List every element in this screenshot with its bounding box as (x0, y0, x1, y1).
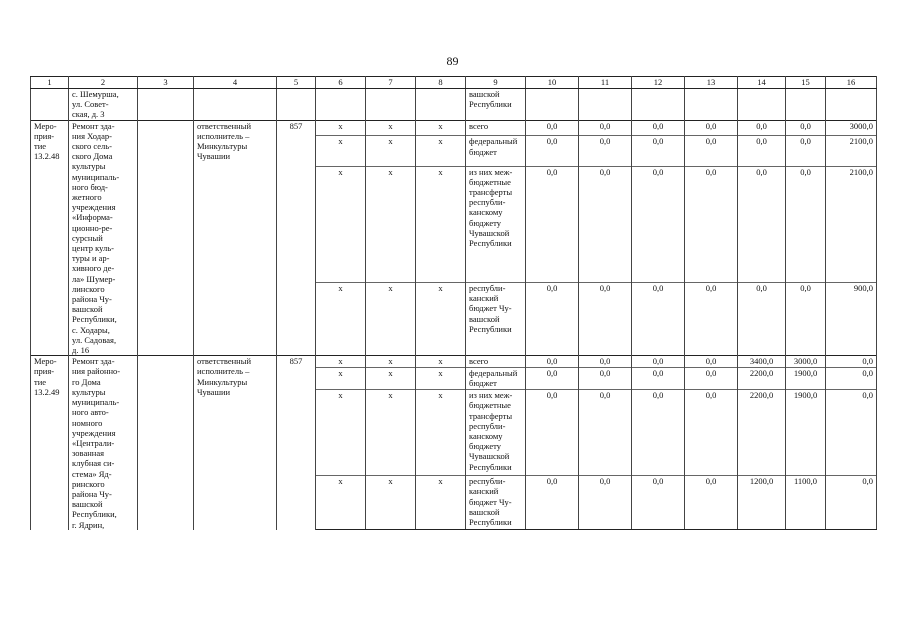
funding-source: федеральный бюджет (466, 367, 526, 389)
carry-funding-source: вашской Республики (466, 89, 526, 121)
cell-col8: х (416, 356, 466, 368)
column-header: 10 (526, 77, 579, 89)
value-cell: 3400,0 (738, 356, 786, 368)
value-cell: 0,0 (632, 356, 685, 368)
funding-source: республи- канский бюджет Чу- вашской Республики (466, 282, 526, 355)
value-cell: 0,0 (786, 166, 826, 282)
value-cell: 0,0 (738, 282, 786, 355)
column-header: 7 (366, 77, 416, 89)
value-cell: 0,0 (685, 476, 738, 530)
column-header: 6 (316, 77, 366, 89)
cell-col7: х (366, 356, 416, 368)
column-number-header (31, 77, 877, 89)
executor: ответственный исполнитель – Минкультуры Чувашии (194, 356, 277, 530)
cell-col7: х (366, 282, 416, 355)
cell-col7: х (366, 476, 416, 530)
measure-label: Меро- прия- тие 13.2.49 (31, 356, 69, 530)
column-header: 8 (416, 77, 466, 89)
value-cell: 1900,0 (786, 390, 826, 476)
column-header: 1 (31, 77, 69, 89)
cell-col7: х (366, 390, 416, 476)
group-rows (31, 120, 877, 530)
value-cell: 0,0 (526, 367, 579, 389)
cell-col8: х (416, 166, 466, 282)
cell-col7: х (366, 120, 416, 136)
measure-name: Ремонт зда- ния Ходар- ского сель- ского Дома культуры муниципаль- ного бюд- жетного учреждения «Информа- ционно-ре- сурсный центр куль- туры и ар- хивного де- ла» Шумер- линского района Чу- вашской Республики, с. Ходары, ул. Садовая, д. 16 (69, 120, 138, 356)
value-cell: 0,0 (685, 367, 738, 389)
cell-col7: х (366, 367, 416, 389)
value-cell: 0,0 (685, 356, 738, 368)
value-cell: 0,0 (632, 120, 685, 136)
value-cell: 0,0 (826, 356, 877, 368)
ministry-code: 857 (277, 120, 316, 356)
column-header: 13 (685, 77, 738, 89)
carry-over-row (31, 89, 877, 121)
value-cell: 0,0 (738, 120, 786, 136)
value-cell: 0,0 (632, 390, 685, 476)
value-cell: 0,0 (786, 120, 826, 136)
column-header: 11 (579, 77, 632, 89)
cell-col6: х (316, 136, 366, 166)
value-cell: 0,0 (632, 367, 685, 389)
table-row (31, 356, 877, 368)
value-cell: 1100,0 (786, 476, 826, 530)
value-cell: 0,0 (632, 136, 685, 166)
cell-col6: х (316, 356, 366, 368)
column-header: 12 (632, 77, 685, 89)
value-cell: 1200,0 (738, 476, 786, 530)
value-cell: 0,0 (579, 390, 632, 476)
value-cell: 0,0 (579, 136, 632, 166)
funding-source: всего (466, 120, 526, 136)
column-header: 3 (138, 77, 194, 89)
executor: ответственный исполнитель – Минкультуры Чувашии (194, 120, 277, 356)
value-cell: 0,0 (632, 476, 685, 530)
value-cell: 0,0 (526, 120, 579, 136)
value-cell: 0,0 (579, 476, 632, 530)
ministry-code: 857 (277, 356, 316, 530)
value-cell: 0,0 (685, 120, 738, 136)
value-cell: 2200,0 (738, 367, 786, 389)
value-cell: 0,0 (632, 166, 685, 282)
funding-source: из них меж- бюджетные трансферты республи- канскому бюджету Чувашской Республики (466, 166, 526, 282)
column-header: 4 (194, 77, 277, 89)
value-cell: 0,0 (738, 136, 786, 166)
funding-source: республи- канский бюджет Чу- вашской Республики (466, 476, 526, 530)
column-header: 15 (786, 77, 826, 89)
value-cell: 0,0 (685, 166, 738, 282)
value-cell: 1900,0 (786, 367, 826, 389)
value-cell: 0,0 (526, 136, 579, 166)
value-cell: 0,0 (685, 136, 738, 166)
value-cell: 0,0 (738, 166, 786, 282)
cell-col7: х (366, 166, 416, 282)
column-header: 14 (738, 77, 786, 89)
value-cell: 3000,0 (786, 356, 826, 368)
cell-col6: х (316, 120, 366, 136)
cell-col6: х (316, 367, 366, 389)
value-cell: 0,0 (579, 367, 632, 389)
funding-source: из них меж- бюджетные трансферты республи- канскому бюджету Чувашской Республики (466, 390, 526, 476)
empty-cell (138, 120, 194, 356)
funding-source: всего (466, 356, 526, 368)
empty-cell (138, 356, 194, 530)
value-cell: 2100,0 (826, 136, 877, 166)
carry-address: с. Шемурша, ул. Совет- ская, д. 3 (69, 89, 138, 121)
table-row (31, 120, 877, 136)
budget-table (30, 76, 877, 530)
value-cell: 0,0 (632, 282, 685, 355)
page-number: 89 (446, 54, 459, 68)
value-cell: 0,0 (579, 356, 632, 368)
value-cell: 0,0 (579, 120, 632, 136)
value-cell: 0,0 (526, 356, 579, 368)
value-cell: 0,0 (685, 282, 738, 355)
cell-col6: х (316, 282, 366, 355)
cell-col8: х (416, 476, 466, 530)
value-cell: 900,0 (826, 282, 877, 355)
value-cell: 0,0 (579, 282, 632, 355)
cell-col7: х (366, 136, 416, 166)
cell-col8: х (416, 136, 466, 166)
column-header: 9 (466, 77, 526, 89)
value-cell: 0,0 (526, 282, 579, 355)
value-cell: 0,0 (786, 136, 826, 166)
funding-source: федеральный бюджет (466, 136, 526, 166)
value-cell: 0,0 (526, 476, 579, 530)
value-cell: 2100,0 (826, 166, 877, 282)
value-cell: 0,0 (826, 367, 877, 389)
cell-col8: х (416, 120, 466, 136)
cell-col6: х (316, 390, 366, 476)
cell-col8: х (416, 367, 466, 389)
cell-col6: х (316, 476, 366, 530)
value-cell: 2200,0 (738, 390, 786, 476)
value-cell: 0,0 (826, 390, 877, 476)
value-cell: 0,0 (685, 390, 738, 476)
value-cell: 0,0 (786, 282, 826, 355)
cell-col8: х (416, 282, 466, 355)
value-cell: 0,0 (526, 390, 579, 476)
measure-name: Ремонт зда- ния районно- го Дома культуры муниципаль- ного авто- номного учреждения «Централи- зованная клубная си- стема» Яд- ринского района Чу- вашской Республики, г. Ядрин, (69, 356, 138, 530)
cell-col6: х (316, 166, 366, 282)
measure-label: Меро- прия- тие 13.2.48 (31, 120, 69, 356)
column-header: 2 (69, 77, 138, 89)
value-cell: 0,0 (526, 166, 579, 282)
value-cell: 3000,0 (826, 120, 877, 136)
value-cell: 0,0 (579, 166, 632, 282)
cell-col8: х (416, 390, 466, 476)
column-header: 16 (826, 77, 877, 89)
column-header: 5 (277, 77, 316, 89)
value-cell: 0,0 (826, 476, 877, 530)
